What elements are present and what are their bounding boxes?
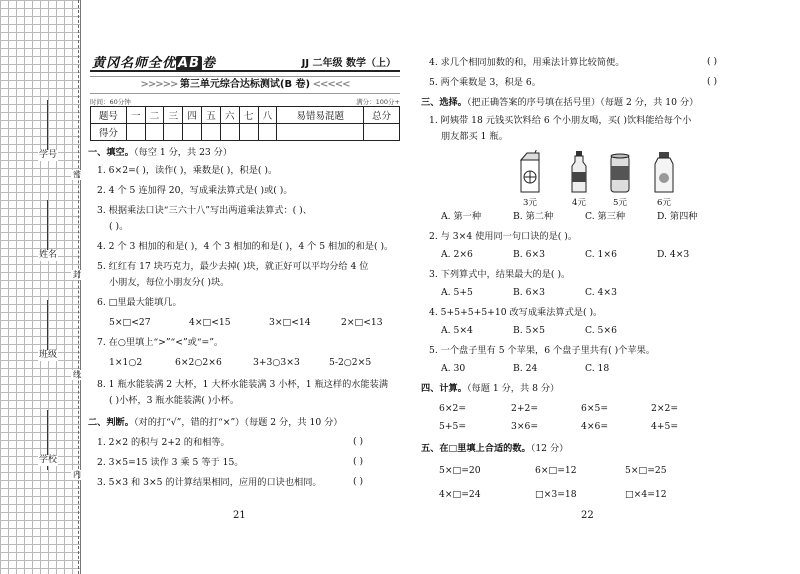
judge-5: 5. 两个乘数是 3，积是 6。 xyxy=(429,77,541,88)
can-icon xyxy=(609,150,631,194)
cut-label: 内 xyxy=(73,470,81,479)
choice-3: 3. 下列算式中，结果最大的是( )。 xyxy=(429,269,571,280)
q7-item: 5-2○2×5 xyxy=(329,357,372,368)
score-table xyxy=(90,106,400,141)
calc-item: 4+5= xyxy=(651,421,679,432)
fill-item: □×3=18 xyxy=(535,489,577,500)
score-header-cell: 易错易混题 xyxy=(277,107,364,124)
judge-2: 2. 3×5=15 读作 3 乘 5 等于 15。 xyxy=(97,457,244,468)
drink-price: 4元 xyxy=(572,198,586,208)
calc-item: 6×2= xyxy=(439,403,467,414)
drink-bottle xyxy=(569,150,589,208)
section-3-title: 三、选择。（把正确答案的序号填在括号里）（每题 2 分，共 10 分） xyxy=(421,97,699,108)
answer-paren: ( ) xyxy=(353,436,364,447)
question-8: 8. 1 瓶水能装满 2 大杯，1 大杯水能装满 3 小杯，1 瓶这样的水能装满 xyxy=(97,379,389,390)
option: B. 24 xyxy=(513,363,538,374)
cut-label: 密 xyxy=(73,170,81,179)
score-header-cell: 题号 xyxy=(91,107,127,124)
score-value-row xyxy=(91,124,400,141)
drink-can xyxy=(609,150,631,208)
answer-paren: ( ) xyxy=(353,476,364,487)
score-header-cell: 四 xyxy=(183,107,202,124)
question-7: 7. 在○里填上“>”“<”或“=”。 xyxy=(97,337,224,348)
fill-item: 6×□=12 xyxy=(535,465,577,476)
cut-label: 封 xyxy=(73,270,81,279)
calc-item: 2+2= xyxy=(511,403,539,414)
brand-logo: 黄冈名师全优 AB 卷 xyxy=(92,56,217,71)
answer-paren: ( ) xyxy=(353,456,364,467)
cut-label: 线 xyxy=(73,370,81,379)
q6-item: 2×□<13 xyxy=(341,317,383,328)
question-1: 1. 6×2=( )，读作( )，乘数是( )，积是( )。 xyxy=(97,165,278,176)
choice-4: 4. 5+5+5+5+10 改写成乘法算式是( )。 xyxy=(429,307,603,318)
option: A. 5×4 xyxy=(441,325,473,336)
score-header-cell: 六 xyxy=(220,107,239,124)
drink-price: 5元 xyxy=(613,198,627,208)
score-header-cell: 八 xyxy=(258,107,277,124)
q7-item: 3+3○3×3 xyxy=(253,357,300,368)
drink-price: 6元 xyxy=(657,198,671,208)
answer-paren: ( ) xyxy=(707,56,718,67)
question-4: 4. 2 个 3 相加的和是( )，4 个 3 相加的和是( )，4 个 5 相加的和是( )。 xyxy=(97,241,394,252)
binding-label-id: 学号 xyxy=(38,150,57,160)
option: C. 第三种 xyxy=(585,211,626,222)
option: A. 30 xyxy=(441,363,466,374)
fill-item: □×4=12 xyxy=(625,489,667,500)
calc-item: 4×6= xyxy=(581,421,609,432)
cut-line xyxy=(78,0,79,574)
section-1-title: 一、填空。（每空 1 分，共 23 分） xyxy=(88,147,233,158)
section-4-title: 四、计算。（每题 1 分，共 8 分） xyxy=(421,383,560,394)
option: A. 第一种 xyxy=(441,211,482,222)
score-cell xyxy=(258,124,277,141)
choice-1: 1. 阿姨带 18 元钱买饮料给 6 个小朋友喝，买( )饮料能给每个小 xyxy=(429,115,692,126)
test-title: >>>>> 第三单元综合达标测试(B 卷) <<<<< xyxy=(90,76,400,94)
full-score: 满分：100分+ xyxy=(356,98,400,106)
q6-item: 4×□<15 xyxy=(189,317,231,328)
fill-item: 4×□=24 xyxy=(439,489,481,500)
score-cell xyxy=(364,124,400,141)
option: A. 2×6 xyxy=(441,249,473,260)
left-page xyxy=(85,0,405,574)
question-3: 3. 根据乘法口诀“三六十八”写出两道乘法算式：( )、 xyxy=(97,205,312,216)
binding-label-name: 姓名 xyxy=(38,250,57,260)
calc-item: 6×5= xyxy=(581,403,609,414)
time-limit: 时间：60分钟 xyxy=(90,98,131,106)
q7-item: 1×1○2 xyxy=(109,357,143,368)
score-header-row xyxy=(91,107,400,124)
option: C. 18 xyxy=(585,363,610,374)
choice-2: 2. 与 3×4 使用同一句口诀的是( )。 xyxy=(429,231,578,242)
score-cell xyxy=(239,124,258,141)
section-2-title: 二、判断。（对的打“√”，错的打“×”）（每题 2 分，共 10 分） xyxy=(88,417,343,428)
judge-4: 4. 求几个相同加数的和，用乘法计算比较简便。 xyxy=(429,57,625,68)
question-8-cont: ( )小杯，3 瓶水能装满( )小杯。 xyxy=(109,395,240,406)
score-header-cell: 七 xyxy=(239,107,258,124)
question-5-cont: 小朋友，每位小朋友分( )块。 xyxy=(109,277,230,288)
option: C. 5×6 xyxy=(585,325,617,336)
page-number: 22 xyxy=(581,510,594,521)
fill-item: 5×□=25 xyxy=(625,465,667,476)
q6-item: 5×□<27 xyxy=(109,317,151,328)
header-bar xyxy=(90,52,400,72)
bottle-icon xyxy=(569,150,589,194)
juice-box-icon xyxy=(517,150,543,194)
calc-item: 3×6= xyxy=(511,421,539,432)
choice-5: 5. 一个盘子里有 5 个苹果，6 个盘子里共有( )个苹果。 xyxy=(429,345,655,356)
question-3-cont: ( )。 xyxy=(109,221,129,232)
option: D. 4×3 xyxy=(657,249,690,260)
page-number: 21 xyxy=(233,510,246,521)
q7-item: 6×2○2×6 xyxy=(175,357,222,368)
calc-item: 2×2= xyxy=(651,403,679,414)
judge-1: 1. 2×2 的积与 2+2 的和相等。 xyxy=(97,437,230,448)
test-meta xyxy=(90,97,400,106)
binding-label-class: 班级 xyxy=(38,350,57,360)
option: C. 4×3 xyxy=(585,287,617,298)
score-header-cell: 三 xyxy=(164,107,183,124)
option: D. 第四种 xyxy=(657,211,698,222)
option: B. 第二种 xyxy=(513,211,554,222)
question-5: 5. 红红有 17 块巧克力，最少去掉( )块，就正好可以平均分给 4 位 xyxy=(97,261,369,272)
score-header-cell: 五 xyxy=(202,107,221,124)
score-cell xyxy=(145,124,164,141)
score-cell xyxy=(277,124,364,141)
binding-strip xyxy=(0,0,80,574)
question-2: 2. 4 个 5 连加得 20，写成乘法算式是( )或( )。 xyxy=(97,185,293,196)
calc-item: 5+5= xyxy=(439,421,467,432)
score-cell xyxy=(164,124,183,141)
q6-item: 3×□<14 xyxy=(269,317,311,328)
score-cell: 得分 xyxy=(91,124,127,141)
drink-milk-bottle xyxy=(653,150,675,208)
option: B. 5×5 xyxy=(513,325,545,336)
option: B. 6×3 xyxy=(513,249,545,260)
score-header-cell: 一 xyxy=(126,107,145,124)
choice-1-cont: 朋友都买 1 瓶。 xyxy=(441,131,508,142)
score-header-cell: 二 xyxy=(145,107,164,124)
score-cell xyxy=(183,124,202,141)
score-header-cell: 总分 xyxy=(364,107,400,124)
binding-label-school: 学校 xyxy=(38,455,57,465)
answer-paren: ( ) xyxy=(707,76,718,87)
section-5-title: 五、在□里填上合适的数。（12 分） xyxy=(421,443,569,454)
score-cell xyxy=(126,124,145,141)
option: C. 1×6 xyxy=(585,249,617,260)
fill-item: 5×□=20 xyxy=(439,465,481,476)
score-cell xyxy=(220,124,239,141)
judge-3: 3. 5×3 和 3×5 的计算结果相同，应用的口诀也相同。 xyxy=(97,477,322,488)
drink-juice-box xyxy=(517,150,543,208)
score-cell xyxy=(202,124,221,141)
option: B. 6×3 xyxy=(513,287,545,298)
milk-bottle-icon xyxy=(653,150,675,194)
drink-price: 3元 xyxy=(523,198,537,208)
question-6: 6. □里最大能填几。 xyxy=(97,297,182,308)
grade-label: JJ 二年级 数学（上） xyxy=(301,58,396,69)
option: A. 5+5 xyxy=(441,287,473,298)
right-page xyxy=(421,0,765,574)
